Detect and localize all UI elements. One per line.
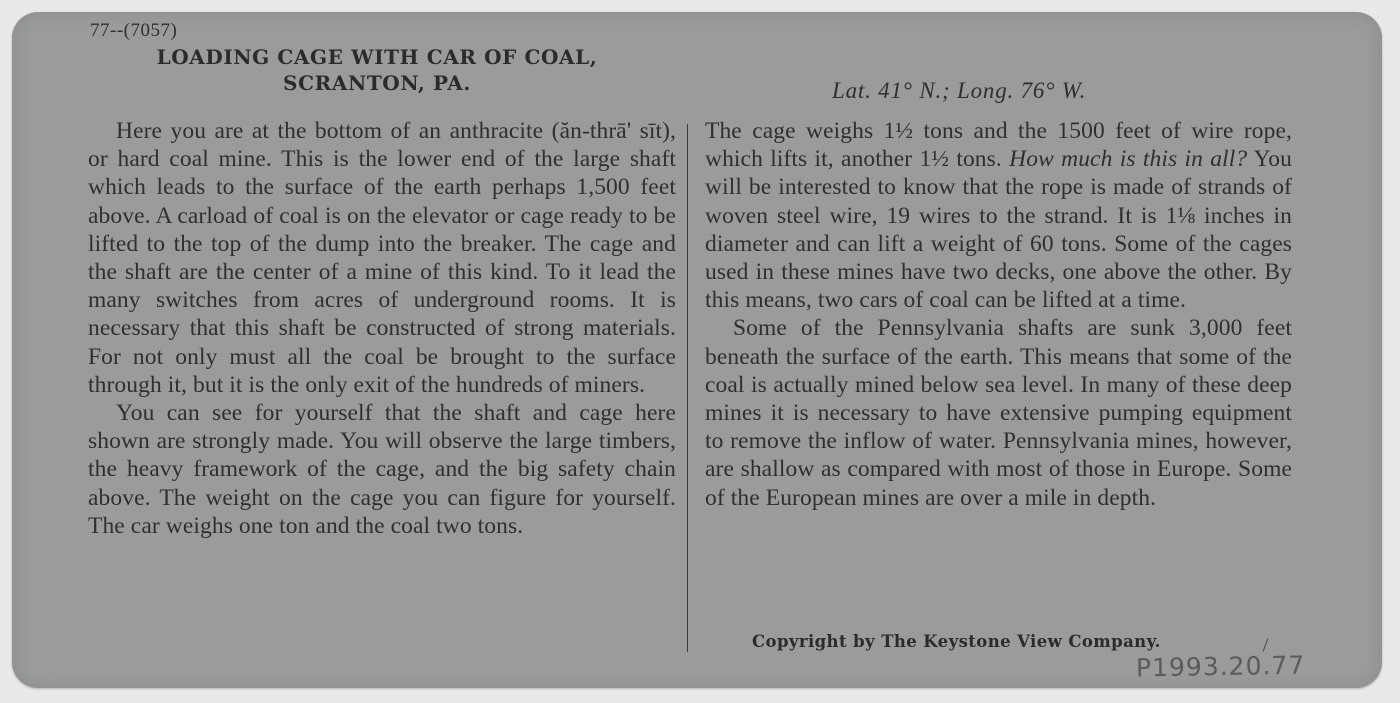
card-title [72, 44, 682, 96]
right-paragraph-2: Some of the Pennsylvania shafts are sunk 3,000 feet beneath the surface of the earth. This means that some of the coal is actually mined below sea level. In many of these deep mines it is necessary to have extensive pumping equipment to remove the inflow of water. Pennsylvania mines, however, are shallow as compared with most of those in Europe. Some of the European mines are over a mile in depth. [705, 315, 1292, 511]
left-paragraph-2: You can see for yourself that the shaft and cage here shown are strongly made. You will observe the large timbers, the heavy framework of the cage, and the big safety chain above. The weight on the cage you can figure for yourself. The car weighs one ton and the coal two tons. [88, 400, 676, 539]
right-paragraph-1-end: You will be interested to know that the rope is made of strands of woven steel wire, 19 wires to the strand. It is 1⅛ inches in diameter and can lift a weight of 60 tons. Some of the cages used in these mines have two decks, one above the other. By this means, two cars of coal can be lifted at a time. [705, 146, 1292, 314]
right-paragraph-1 [705, 117, 1292, 314]
right-paragraph-1-question: How much is this in all? [1009, 146, 1248, 173]
title-line-1: LOADING CAGE WITH CAR OF COAL, [156, 45, 598, 69]
right-text-column [705, 117, 1292, 512]
card-number: 77--(7057) [90, 20, 178, 41]
coordinates: Lat. 41° N.; Long. 76° W. [832, 78, 1087, 103]
pencil-tick-mark [1263, 638, 1269, 651]
right-paragraph-1-start: The cage weighs 1½ tons and the 1500 feet of wire rope, which lifts it, another 1½ tons. [705, 118, 1292, 173]
left-paragraph-1: Here you are at the bottom of an anthracite (ăn-thrā' sīt), or hard coal mine. This is the lower end of the large shaft which leads to the surface of the earth perhaps 1,500 feet above. A carload of coal is on the elevator or cage ready to be lifted to the top of the dump into the breaker. The cage and the shaft are the center of a mine of this kind. To it lead the many switches from acres of underground rooms. It is necessary that this shaft be constructed of strong materials. For not only must all the coal be brought to the surface through it, but it is the only exit of the hundreds of miners. [88, 118, 676, 398]
left-text-column [88, 117, 676, 540]
copyright-notice: Copyright by The Keystone View Company. [752, 632, 1161, 651]
accession-number: P1993.20.77 [1135, 650, 1306, 683]
title-line-2: SCRANTON, PA. [283, 71, 471, 95]
column-divider [687, 124, 688, 652]
stereoview-card-back [12, 12, 1382, 688]
